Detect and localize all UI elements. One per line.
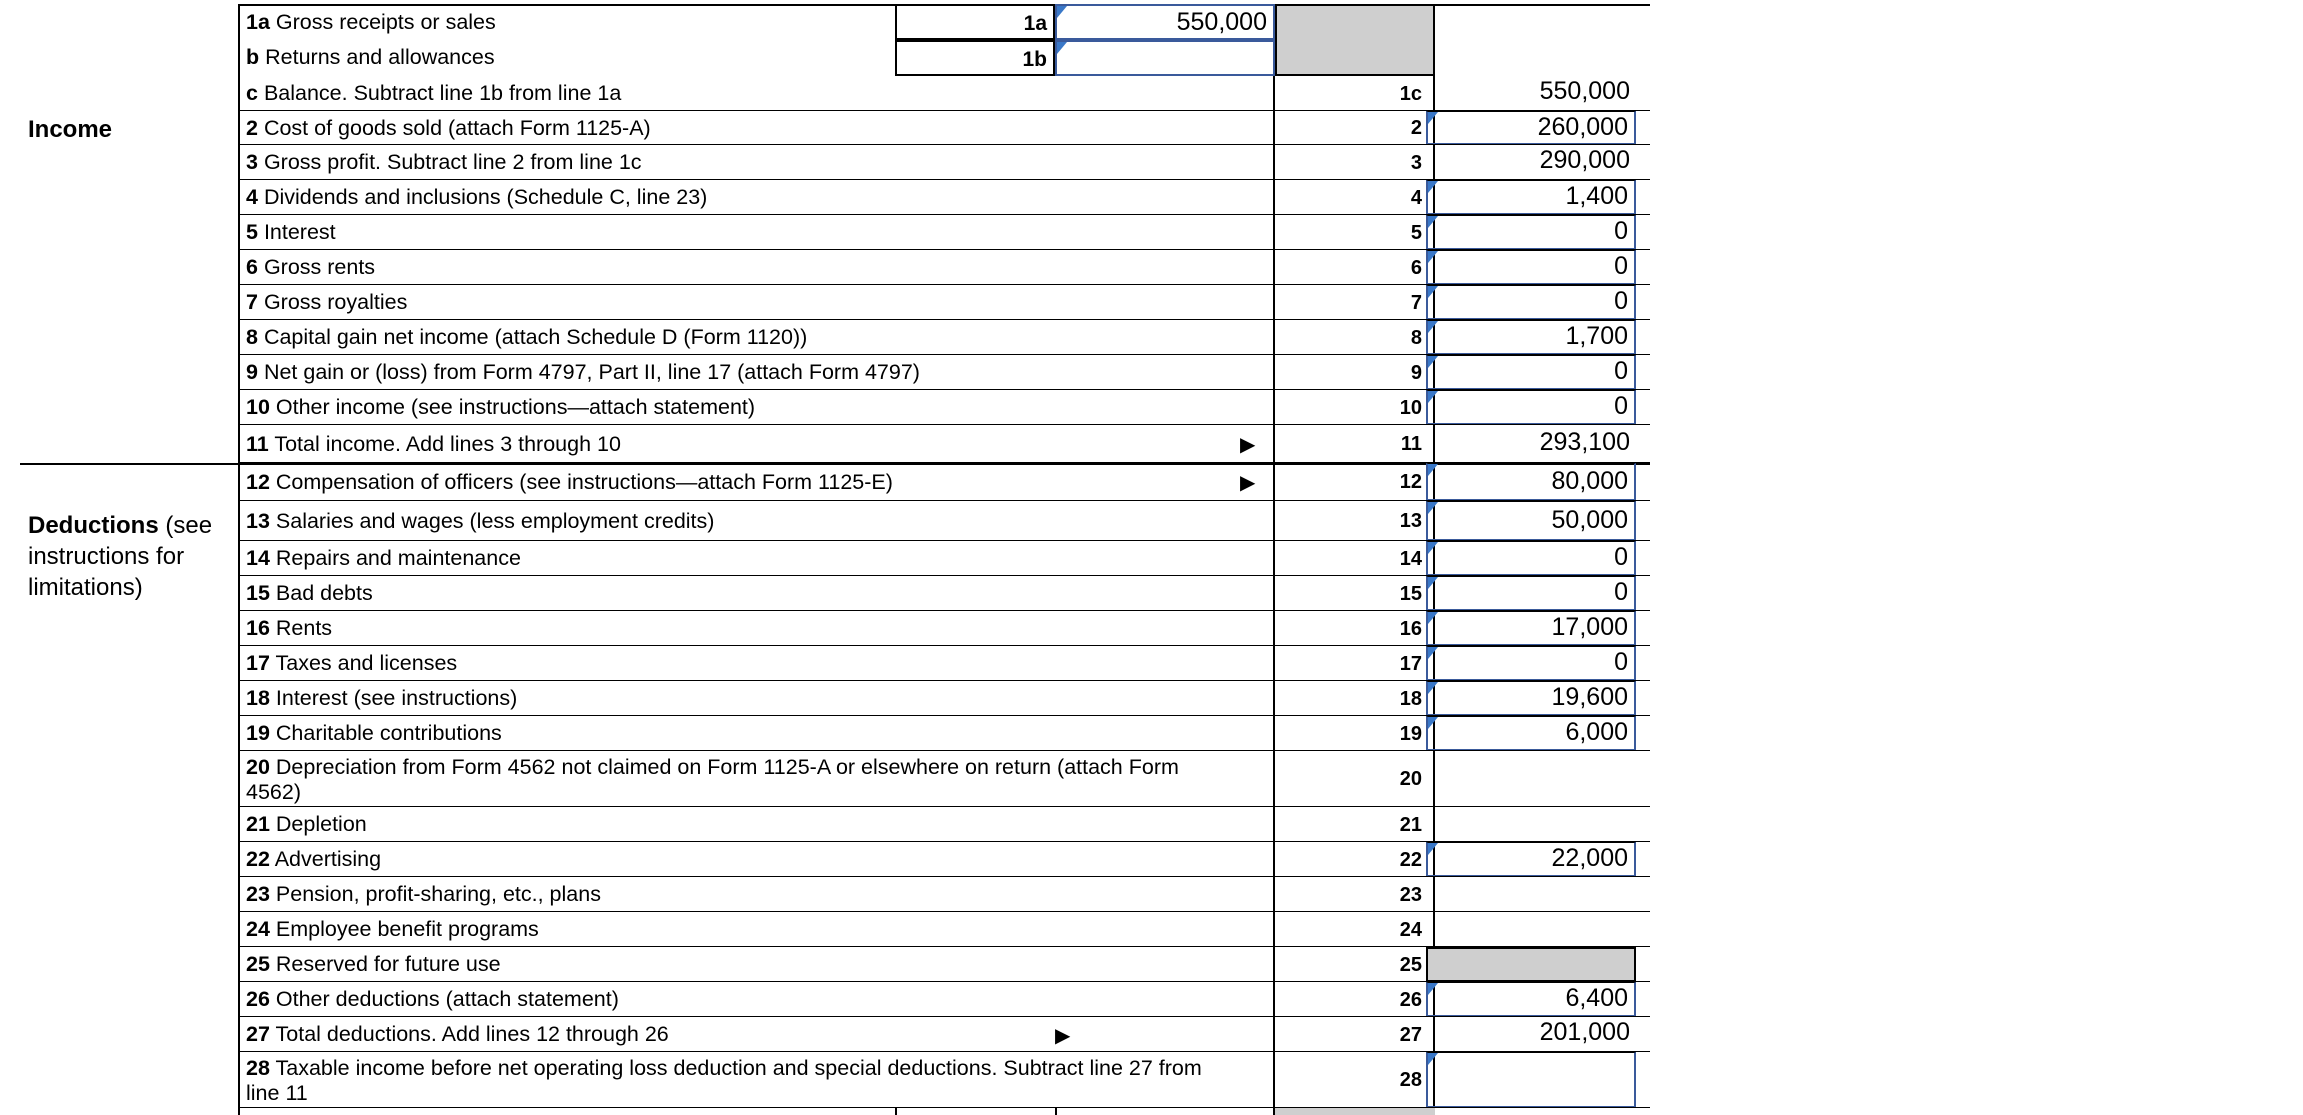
line-1c-amount-field [1426, 76, 1636, 111]
section-divider [20, 463, 1650, 465]
line-12-text: Compensation of officers (see instructions—attach Form 1125-E) [269, 469, 893, 494]
line-5-description [246, 220, 336, 245]
line-4-line-number: 4 [1410, 186, 1422, 209]
line-10-description [246, 395, 755, 420]
line-12-line-number: 12 [1399, 471, 1422, 493]
line-20-text: Depreciation from Form 4562 not claimed on Form 1125-A or elsewhere on return (attach Form 4562) [246, 755, 1179, 804]
line-8-description [246, 325, 807, 350]
line-18-amount-field[interactable] [1426, 681, 1636, 716]
line-25-description [246, 952, 501, 977]
line-1b-input-marker [1057, 42, 1067, 54]
line-7-number: 7 [246, 290, 258, 314]
line-4-input-marker [1428, 181, 1438, 193]
line-18-input-marker [1428, 682, 1438, 694]
line-10-line-number: 10 [1399, 396, 1422, 419]
line-6-input-marker [1428, 251, 1438, 263]
line-7-line-number: 7 [1410, 291, 1422, 314]
line-4-amount-value: 1,400 [1565, 182, 1628, 210]
line-16-line-number: 16 [1399, 617, 1422, 640]
line-16-text: Rents [269, 616, 333, 640]
line-10-text: Other income (see instructions—attach statement) [269, 395, 756, 419]
line-23-number: 23 [246, 882, 270, 906]
line-15-text: Bad debts [269, 581, 373, 605]
line-2-description [246, 116, 651, 141]
line-7-input-marker [1428, 286, 1438, 298]
income-section-label: Income [28, 116, 113, 143]
line-22-amount-field[interactable] [1426, 842, 1636, 877]
line-4-description [246, 185, 707, 210]
line-22-number: 22 [246, 847, 270, 871]
line-12-arrow-icon: ▶ [1240, 472, 1256, 494]
line-27-line-number: 27 [1399, 1023, 1422, 1046]
line-16-number: 16 [246, 616, 270, 640]
line-13-number: 13 [246, 508, 270, 533]
line-2-number: 2 [246, 115, 258, 140]
line-19-amount-field[interactable] [1426, 716, 1636, 751]
line-15-amount-field[interactable] [1426, 576, 1636, 611]
line-11-line-number: 11 [1400, 433, 1422, 455]
line-1c-line-number: 1c [1399, 82, 1422, 105]
line-11-description [246, 432, 621, 457]
line-23-text: Pension, profit-sharing, etc., plans [269, 882, 601, 906]
line-19-amount-value: 6,000 [1565, 718, 1628, 746]
line-2-text: Cost of goods sold (attach Form 1125-A) [257, 115, 651, 140]
line-28-row-rule [240, 1107, 1650, 1108]
line-11-arrow-icon: ▶ [1240, 434, 1256, 456]
line-12-amount-field[interactable] [1426, 463, 1636, 501]
line-5-text: Interest [257, 220, 336, 244]
line-17-amount-field[interactable] [1426, 646, 1636, 681]
line-26-line-number: 26 [1399, 988, 1422, 1011]
line-20-number: 20 [246, 755, 270, 779]
line-28-text: Taxable income before net operating loss deduction and special deductions. Subtract line 27 from line 11 [246, 1056, 1202, 1105]
line-17-number: 17 [246, 651, 270, 675]
line-5-number: 5 [246, 220, 258, 244]
line-5-amount-field[interactable] [1426, 215, 1636, 250]
line-14-description [246, 546, 521, 571]
line-8-text: Capital gain net income (attach Schedule D (Form 1120)) [257, 325, 808, 349]
line-27-arrow-icon: ▶ [1055, 1024, 1071, 1047]
line-27-text: Total deductions. Add lines 12 through 26 [269, 1022, 669, 1046]
line-12-amount-value: 80,000 [1551, 467, 1628, 495]
line-24-number: 24 [246, 917, 270, 941]
line-9-description [246, 360, 920, 385]
deductions-section-label: Deductions (see instructions for limitations) [28, 512, 213, 601]
line-18-amount-value: 19,600 [1551, 683, 1628, 711]
line-24-amount-field [1426, 912, 1636, 947]
line-25-line-number: 25 [1399, 953, 1422, 976]
line-9-amount-field[interactable] [1426, 355, 1636, 390]
line-21-number: 21 [246, 812, 270, 836]
line-9-amount-value: 0 [1614, 357, 1628, 385]
line-28-input-marker [1428, 1053, 1438, 1065]
line-1a-amount-field[interactable]: 550,000 [1055, 4, 1275, 40]
line-3-description [246, 150, 642, 175]
line-21-amount-field [1426, 807, 1636, 842]
line-2-line-number: 2 [1410, 117, 1422, 139]
line-18-description [246, 686, 517, 711]
line-3-number: 3 [246, 150, 258, 174]
line-3-amount-value: 290,000 [1539, 146, 1630, 174]
line-15-number: 15 [246, 581, 270, 605]
line-22-description [246, 847, 381, 872]
line-18-number: 18 [246, 686, 270, 710]
line-24-description [246, 917, 539, 942]
line-24-text: Employee benefit programs [269, 917, 539, 941]
line-13-description [246, 509, 714, 534]
line-14-input-marker [1428, 542, 1438, 554]
line-10-amount-field[interactable] [1426, 390, 1636, 425]
line-14-amount-value: 0 [1614, 543, 1628, 571]
line-6-number: 6 [246, 255, 258, 279]
line-2-input-marker [1428, 112, 1438, 124]
line-19-description [246, 721, 502, 746]
bottom-shaded-area [1275, 1108, 1435, 1115]
line-7-description [246, 290, 407, 315]
line-2-amount-field[interactable] [1426, 111, 1636, 145]
line-11-amount-value: 293,100 [1539, 428, 1630, 456]
line-25-text: Reserved for future use [269, 952, 501, 976]
line-8-amount-field[interactable] [1426, 320, 1636, 355]
line-20-description [246, 755, 1236, 805]
line-23-line-number: 23 [1399, 883, 1422, 906]
line-9-number: 9 [246, 360, 258, 384]
line-9-line-number: 9 [1410, 361, 1422, 384]
line-1c-description [246, 81, 621, 106]
line-1-shaded-area [1275, 4, 1435, 76]
line-12-input-marker [1428, 464, 1438, 476]
line-10-number: 10 [246, 395, 270, 419]
line-1b-label-box: 1b [895, 40, 1055, 76]
line-12-number: 12 [246, 469, 270, 494]
line-6-line-number: 6 [1410, 256, 1422, 279]
bottom-stub-rule-2 [1055, 1108, 1057, 1115]
line-28-line-number: 28 [1399, 1069, 1422, 1091]
line-28-amount-field[interactable] [1426, 1052, 1636, 1108]
line-5-input-marker [1428, 216, 1438, 228]
line-1a-input-marker [1057, 6, 1067, 18]
line-2-amount-value: 260,000 [1537, 113, 1628, 141]
line-1b-description: b Returns and allowances [246, 45, 495, 69]
line-10-amount-value: 0 [1614, 392, 1628, 420]
line-21-text: Depletion [269, 812, 367, 836]
line-21-line-number: 21 [1399, 813, 1422, 836]
line-25-number: 25 [246, 952, 270, 976]
line-27-number: 27 [246, 1022, 270, 1046]
line-7-amount-value: 0 [1614, 287, 1628, 315]
line-17-amount-value: 0 [1614, 648, 1628, 676]
line-28-description [246, 1056, 1236, 1106]
line-22-text: Advertising [269, 847, 382, 871]
line-23-description [246, 882, 601, 907]
line-27-amount-field [1426, 1017, 1636, 1052]
line-24-line-number: 24 [1399, 918, 1422, 941]
line-11-amount-field [1426, 425, 1636, 463]
line-23-amount-field [1426, 877, 1636, 912]
line-20-line-number: 20 [1399, 768, 1422, 790]
line-8-number: 8 [246, 325, 258, 349]
line-15-description [246, 581, 373, 606]
line-8-input-marker [1428, 321, 1438, 333]
line-19-number: 19 [246, 721, 270, 745]
line-26-text: Other deductions (attach statement) [269, 987, 619, 1011]
line-20-amount-field [1426, 751, 1636, 807]
line-4-amount-field[interactable] [1426, 180, 1636, 215]
line-11-text: Total income. Add lines 3 through 10 [268, 431, 621, 456]
line-16-input-marker [1428, 612, 1438, 624]
line-17-line-number: 17 [1399, 652, 1422, 675]
line-9-input-marker [1428, 356, 1438, 368]
line-26-amount-value: 6,400 [1565, 984, 1628, 1012]
line-14-line-number: 14 [1399, 547, 1422, 570]
line-26-amount-field[interactable] [1426, 982, 1636, 1017]
line-19-line-number: 19 [1399, 722, 1422, 745]
line-7-text: Gross royalties [257, 290, 408, 314]
label-column-rule [238, 4, 240, 1115]
line-15-amount-value: 0 [1614, 578, 1628, 606]
line-5-amount-value: 0 [1614, 217, 1628, 245]
line-10-input-marker [1428, 391, 1438, 403]
bottom-stub-rule-1 [895, 1108, 897, 1115]
line-26-number: 26 [246, 987, 270, 1011]
line-26-input-marker [1428, 983, 1438, 995]
line-16-amount-value: 17,000 [1551, 613, 1628, 641]
line-22-amount-value: 22,000 [1551, 844, 1628, 872]
line-13-text: Salaries and wages (less employment credits) [269, 508, 715, 533]
line-22-input-marker [1428, 843, 1438, 855]
line-15-line-number: 15 [1399, 582, 1422, 605]
line-13-amount-field[interactable] [1426, 501, 1636, 541]
line-5-line-number: 5 [1410, 221, 1422, 244]
line-1c-amount-value: 550,000 [1539, 77, 1630, 105]
line-14-text: Repairs and maintenance [269, 546, 521, 570]
line-14-amount-field[interactable] [1426, 541, 1636, 576]
line-19-text: Charitable contributions [269, 721, 502, 745]
line-1c-number: c [246, 81, 258, 105]
line-27-description [246, 1022, 669, 1047]
line-18-text: Interest (see instructions) [269, 686, 518, 710]
line-1c-text: Balance. Subtract line 1b from line 1a [257, 81, 622, 105]
line-16-description [246, 616, 332, 641]
line-25-amount-field [1426, 947, 1636, 982]
line-15-input-marker [1428, 577, 1438, 589]
line-4-number: 4 [246, 185, 258, 209]
line-27-amount-value: 201,000 [1539, 1018, 1630, 1046]
line-1a-description: 1a Gross receipts or sales [246, 10, 496, 34]
line-21-description [246, 812, 367, 837]
line-12-description [246, 470, 893, 495]
line-9-text: Net gain or (loss) from Form 4797, Part II, line 17 (attach Form 4797) [257, 360, 920, 384]
line-4-text: Dividends and inclusions (Schedule C, line 23) [257, 185, 708, 209]
line-1b-amount-field[interactable] [1055, 40, 1275, 76]
line-17-input-marker [1428, 647, 1438, 659]
line-14-number: 14 [246, 546, 270, 570]
line-3-text: Gross profit. Subtract line 2 from line 1c [257, 150, 642, 174]
line-22-line-number: 22 [1399, 848, 1422, 871]
line-11-number: 11 [246, 431, 269, 456]
line-6-amount-value: 0 [1614, 252, 1628, 280]
line-6-amount-field[interactable] [1426, 250, 1636, 285]
line-1a-label-box: 1a [895, 4, 1055, 40]
line-3-amount-field [1426, 145, 1636, 180]
line-6-text: Gross rents [257, 255, 376, 279]
line-8-line-number: 8 [1410, 326, 1422, 349]
line-3-line-number: 3 [1410, 151, 1422, 174]
line-16-amount-field[interactable] [1426, 611, 1636, 646]
line-17-text: Taxes and licenses [269, 651, 458, 675]
line-6-description [246, 255, 375, 280]
line-18-line-number: 18 [1399, 687, 1422, 710]
line-13-amount-value: 50,000 [1551, 506, 1628, 534]
line-26-description [246, 987, 619, 1012]
line-17-description [246, 651, 457, 676]
line-7-amount-field[interactable] [1426, 285, 1636, 320]
line-8-amount-value: 1,700 [1565, 322, 1628, 350]
line-13-input-marker [1428, 502, 1438, 514]
line-19-input-marker [1428, 717, 1438, 729]
line-13-line-number: 13 [1399, 510, 1422, 532]
line-28-number: 28 [246, 1056, 270, 1080]
